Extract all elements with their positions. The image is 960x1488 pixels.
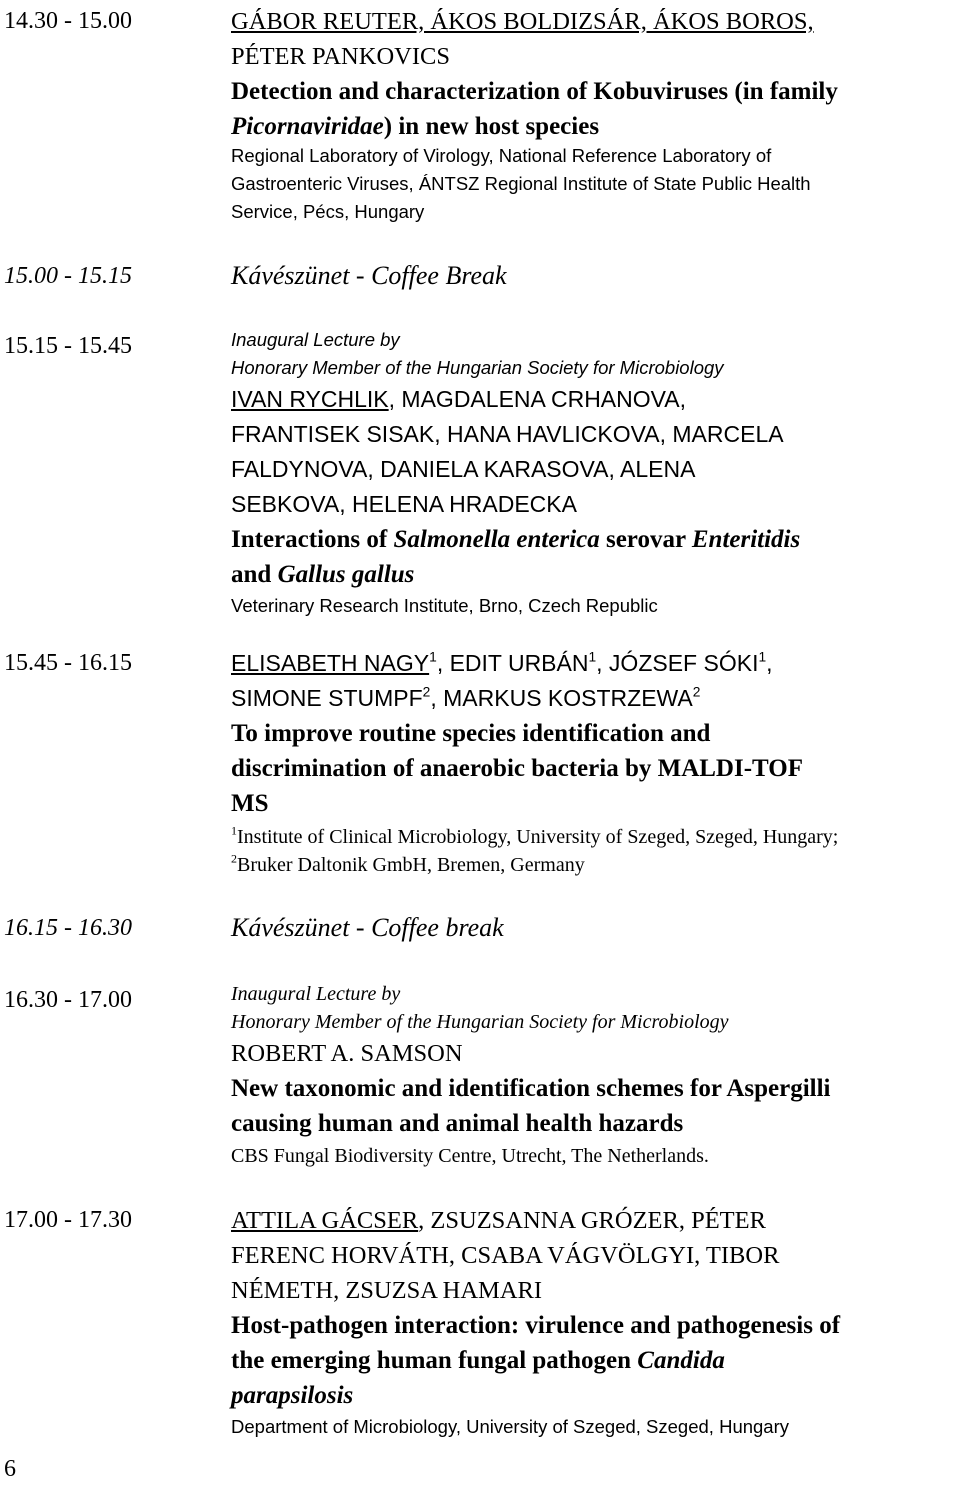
talk-title: Detection and characterization of Kobuviruses (in family Picornaviridae) in new host species [231, 78, 838, 140]
session-time: 16.30 - 17.00 [4, 987, 132, 1013]
authors [231, 1036, 956, 1071]
session-content [231, 911, 956, 945]
authors: IVAN RYCHLIK, MAGDALENA CRHANOVA, FRANTISEK SISAK, HANA HAVLICKOVA, MARCELA FALDYNOVA, DANIELA KARASOVA, ALENA SEBKOVA, HELENA HRADECKA [231, 386, 784, 517]
inaugural-lecture-note: Inaugural Lecture by Honorary Member of the Hungarian Society for Microbiology [231, 329, 724, 378]
affiliation: Department of Microbiology, University of Szeged, Szeged, Hungary [231, 1416, 790, 1437]
authors: ATTILA GÁCSER, ZSUZSANNA GRÓZER, PÉTER FERENC HORVÁTH, CSABA VÁGVÖLGYI, TIBOR NÉMETH, ZSUZSA HAMARI [231, 1207, 780, 1304]
session-time: 15.15 - 15.45 [4, 333, 132, 359]
talk-title: To improve routine species identification and discrimination of anaerobic bacteria by MALDI-TOF MS [231, 720, 803, 817]
talk-title: Interactions of Salmonella enterica serovar Enteritidis and Gallus gallus [231, 526, 801, 588]
session-content [231, 980, 956, 1170]
talk-title: New taxonomic and identification schemes for Aspergilli causing human and animal health hazards [231, 1075, 831, 1137]
presenter-name: GÁBOR REUTER, ÁKOS BOLDIZSÁR, ÁKOS BOROS, [231, 8, 814, 35]
affiliation: CBS Fungal Biodiversity Centre, Utrecht, The Netherlands. [231, 1145, 709, 1167]
session-time: 15.45 - 16.15 [4, 650, 132, 676]
session-time: 17.00 - 17.30 [4, 1207, 132, 1233]
authors [231, 4, 956, 74]
coffee-break-label: Kávészünet - Coffee break [231, 913, 504, 942]
session-content [231, 646, 956, 879]
session-time: 14.30 - 15.00 [4, 8, 132, 34]
session-time: 16.15 - 16.30 [4, 915, 132, 941]
presenter-name: ELISABETH NAGY [231, 650, 430, 676]
affiliation: $^1$Institute of Clinical Microbiology, University of Szeged, Szeged, Hungary; $^2$Bruker Daltonik GmbH, Bremen, Germany [231, 823, 839, 876]
session-content [231, 4, 956, 226]
coffee-break-label: Kávészünet - Coffee Break [231, 261, 507, 290]
affiliation: Regional Laboratory of Virology, National Reference Laboratory of Gastroenteric Viruses, ÁNTSZ Regional Institute of State Public Health Service, Pécs, Hungary [231, 145, 811, 222]
talk-title: Host-pathogen interaction: virulence and pathogenesis of the emerging human fungal pathogen Candida parapsilosis [231, 1312, 841, 1409]
presenter-name: ROBERT A. SAMSON [231, 1040, 463, 1067]
session-content [231, 259, 956, 293]
authors-line: PÉTER PANKOVICS [231, 43, 450, 70]
presenter-name: ATTILA GÁCSER [231, 1207, 419, 1234]
authors: ELISABETH NAGY$^1$, EDIT URBÁN$^1$, JÓZSEF SÓKI$^1$, SIMONE STUMPF$^2$, MARKUS KOSTRZEWA$^2$ [231, 649, 773, 711]
presenter-name: IVAN RYCHLIK [231, 386, 389, 412]
session-content [231, 326, 956, 620]
affiliation: Veterinary Research Institute, Brno, Czech Republic [231, 595, 658, 616]
inaugural-lecture-note: Inaugural Lecture by Honorary Member of the Hungarian Society for Microbiology [231, 983, 729, 1033]
session-content [231, 1203, 956, 1441]
page-number: 6 [4, 1456, 16, 1482]
session-time: 15.00 - 15.15 [4, 263, 132, 289]
